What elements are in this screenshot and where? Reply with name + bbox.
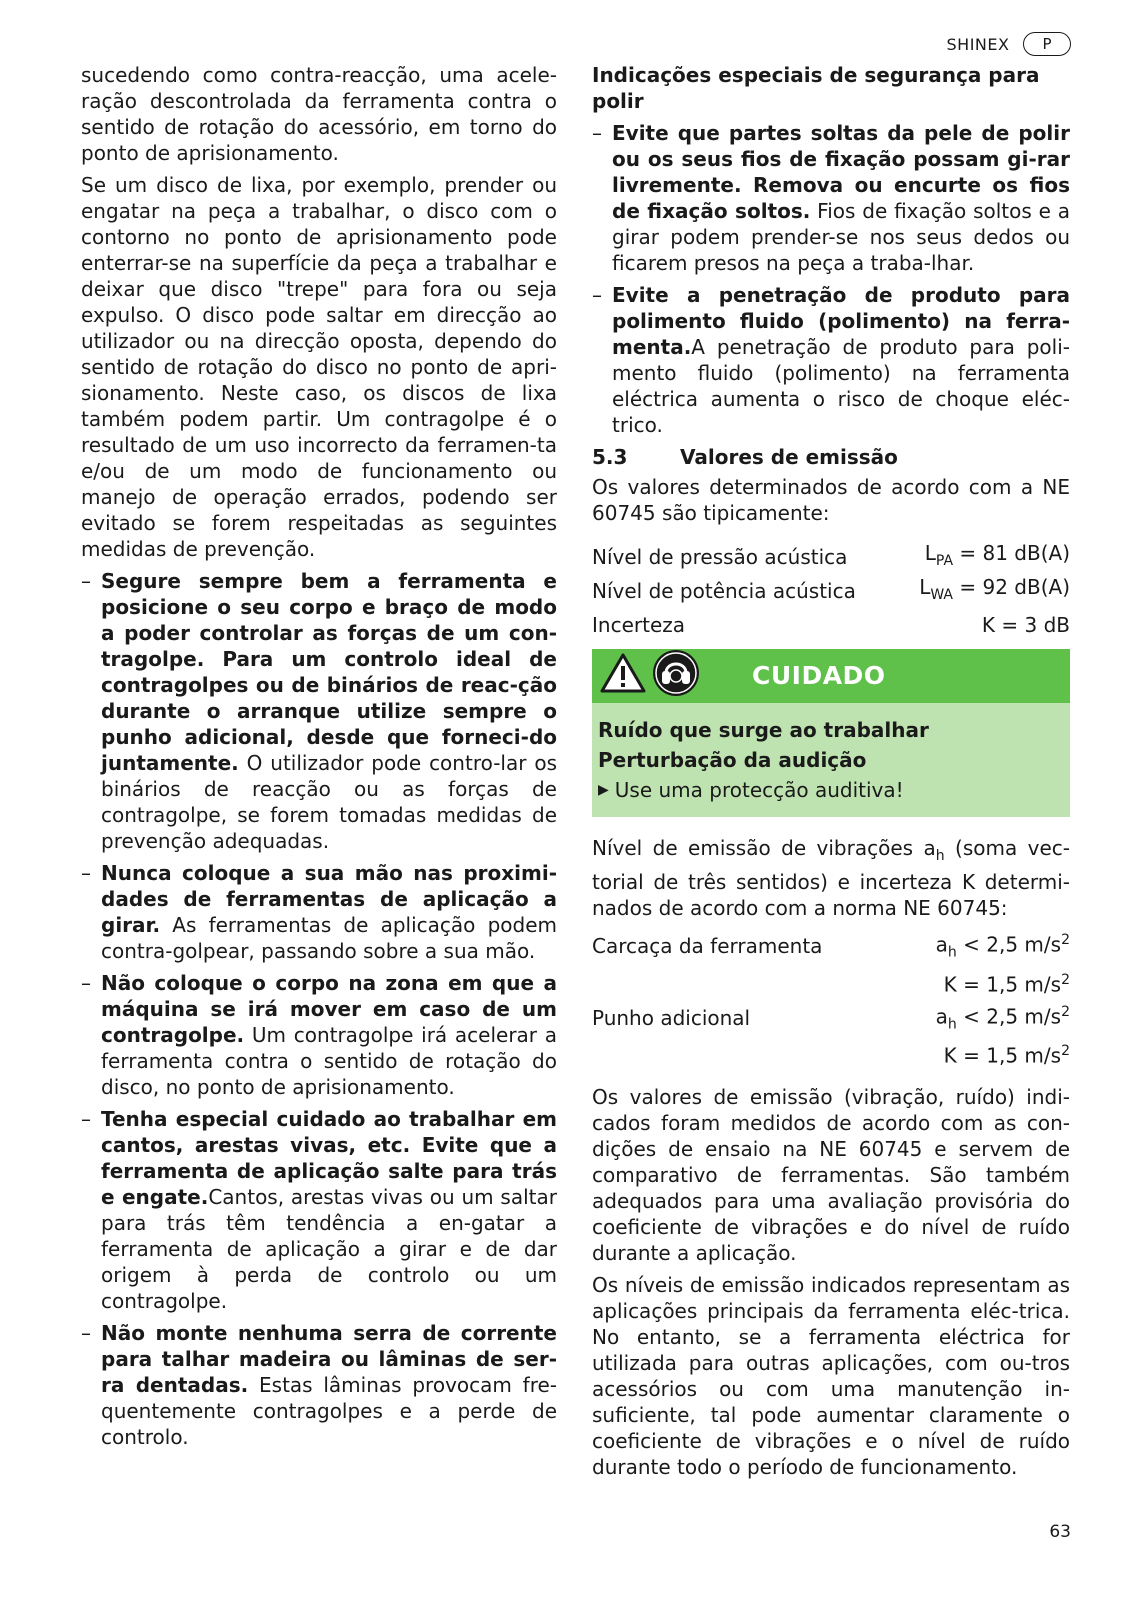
list-item bbox=[81, 970, 557, 1100]
paragraph: sucedendo como contra-reacção, uma acele-ração descontrolada da ferramenta contra o sentido de rotação do acessório, em torno do ponto de aprisionamento. bbox=[81, 63, 557, 165]
item-bold-text: Nunca coloque a sua mão nas proximi-dades de ferramentas de aplicação a girar. bbox=[101, 861, 557, 937]
warning-bullet bbox=[598, 775, 1064, 805]
value-cell: $a_h < 2,5$ $m/s^2$ bbox=[935, 932, 1070, 961]
paragraph: Os valores determinados de acordo com a NE 60745 são tipicamente: bbox=[592, 475, 1070, 525]
vibration-values-table bbox=[592, 927, 1070, 1070]
warning-body bbox=[592, 703, 1070, 817]
dash-bullet: – bbox=[81, 569, 91, 593]
item-bold-text: Evite a penetração de produto para polimento fluido (polimento) na ferra-menta. bbox=[612, 283, 1070, 359]
warning-box bbox=[592, 649, 1070, 817]
table-row bbox=[592, 999, 1070, 1038]
list-item bbox=[81, 860, 557, 964]
right-column bbox=[592, 62, 1070, 1486]
value-cell: K = 1,5 $m/s^2$ bbox=[943, 971, 1070, 997]
value-cell: $L_{PA} = 81$ dB(A) bbox=[924, 541, 1070, 569]
table-row bbox=[592, 574, 1070, 608]
list-item bbox=[81, 1106, 557, 1314]
value-label: Carcaça da ferramenta bbox=[592, 934, 823, 959]
item-text: Fios de fixação soltos e a girar podem prender-se nos seus dedos ou ficarem presos na peça a traba-lhar. bbox=[612, 199, 1071, 275]
warning-line: Ruído que surge ao trabalhar bbox=[598, 718, 929, 742]
hearing-protection-icon bbox=[652, 649, 700, 703]
table-row bbox=[592, 1037, 1070, 1070]
dash-bullet: – bbox=[592, 283, 602, 307]
item-bold-text: Não monte nenhuma serra de corrente para talhar madeira ou lâminas de ser-ra dentadas. bbox=[101, 1321, 557, 1397]
item-bold-text: Tenha especial cuidado ao trabalhar em cantos, arestas vivas, etc. Evite que a ferramenta de aplicação salte para trás e engate. bbox=[101, 1107, 557, 1209]
page-number: 63 bbox=[1049, 1522, 1071, 1542]
left-column bbox=[81, 62, 557, 1456]
list-item bbox=[592, 120, 1070, 276]
item-text: Um contragolpe irá acelerar a ferramenta contra o sentido de rotação do disco, no ponto de aprisionamento. bbox=[101, 1023, 557, 1099]
value-cell: $L_{WA} = 92$ dB(A) bbox=[919, 575, 1070, 603]
section-number: 5.3 bbox=[592, 445, 628, 469]
section-title-text: Valores de emissão bbox=[680, 445, 898, 469]
warning-line: Perturbação da audição bbox=[598, 748, 867, 772]
item-bold-text: Segure sempre bem a ferramenta e posicione o seu corpo e braço de modo a poder controlar as forças de um con-tragolpe. Para um controlo ideal de contragolpes ou de binários de reac-ção durante o arranque utilize sempre o punho adicional, desde que forneci-do juntamente. bbox=[101, 569, 557, 775]
value-cell: $a_h < 2,5$ $m/s^2$ bbox=[935, 1003, 1070, 1033]
paragraph: Nível de emissão de vibrações $a_h$ (soma vec-torial de três sentidos) e incerteza K determi-nados de acordo com a norma NE 60745: bbox=[592, 836, 1071, 920]
value-cell: K = 3 dB bbox=[981, 612, 1070, 637]
list-item bbox=[81, 568, 557, 854]
value-label: Nível de pressão acústica bbox=[592, 545, 848, 569]
dash-bullet: – bbox=[81, 861, 91, 885]
paragraph: Os níveis de emissão indicados representam as aplicações principais da ferramenta eléc-trica. No entanto, se a ferramenta eléctrica for utilizada para outras aplicações, com ou-tros acessórios ou com uma manutenção in-suficiente, tal pode aumentar claramente o coeficiente de vibrações e o nível de ruído durante todo o período de funcionamento. bbox=[592, 1273, 1070, 1480]
page-header bbox=[947, 32, 1072, 56]
dash-bullet: – bbox=[81, 971, 91, 995]
value-label: Nível de potência acústica bbox=[592, 579, 856, 603]
section-heading: Indicações especiais de segurança para polir bbox=[592, 63, 1040, 113]
item-text: Estas lâminas provocam fre-quentemente contragolpes e a perde de controlo. bbox=[101, 1373, 557, 1449]
dash-bullet: – bbox=[81, 1107, 91, 1131]
warning-title: CUIDADO bbox=[752, 661, 886, 690]
item-text: O utilizador pode contro-lar os binários de reacção ou as forças de contragolpe, se forem tomadas medidas de prevenção adequadas. bbox=[101, 751, 557, 853]
section-title bbox=[592, 444, 1070, 470]
brand-label: SHINEX bbox=[946, 34, 1010, 54]
warning-triangle-icon bbox=[600, 652, 646, 700]
item-bold-text: Evite que partes soltas da pele de polir ou os seus fios de fixação possam gi-rar livremente. Remova ou encurte os fios de fixação soltos. bbox=[612, 121, 1070, 223]
dash-bullet: – bbox=[81, 1321, 91, 1345]
dash-bullet: – bbox=[592, 121, 602, 145]
triangle-bullet-icon: ▶ bbox=[598, 782, 609, 798]
noise-values-table bbox=[592, 540, 1070, 641]
table-row bbox=[592, 540, 1070, 574]
item-text: Cantos, arestas vivas ou um saltar para trás têm tendência a en-gatar a ferramenta de aplicação a girar e de dar origem à perda de controlo ou um contragolpe. bbox=[101, 1185, 557, 1313]
value-label: Punho adicional bbox=[592, 1005, 751, 1030]
item-bold-text: Não coloque o corpo na zona em que a máquina se irá mover em caso de um contragolpe. bbox=[101, 971, 557, 1047]
list-item bbox=[81, 1320, 557, 1450]
table-row bbox=[592, 927, 1070, 966]
table-row bbox=[592, 608, 1070, 641]
language-badge: P bbox=[1023, 32, 1071, 56]
value-label: Incerteza bbox=[592, 612, 685, 637]
warning-header bbox=[592, 649, 1070, 703]
warning-bullet-text: Use uma protecção auditiva! bbox=[614, 778, 904, 802]
paragraph: Se um disco de lixa, por exemplo, prender ou engatar na peça a trabalhar, o disco com o contorno no ponto de aprisionamento pode enterrar-se na superfície da peça a trabalhar e deixar que disco "trepe" para fora ou seja expulso. O disco pode saltar em direcção ao utilizador ou na direcção oposta, dependo do sentido de rotação do disco no ponto de apri-sionamento. Neste caso, os discos de lixa também podem partir. Um contragolpe é o resultado de um uso incorrecto da ferramen-ta e/ou de um modo de funcionamento ou manejo de operação errados, podendo ser evitado se forem respeitadas as seguintes medidas de prevenção. bbox=[81, 173, 557, 561]
item-text: A penetração de produto para poli-mento fluido (polimento) na ferramenta eléctrica aumenta o risco de choque eléc-trico. bbox=[612, 335, 1070, 437]
value-cell: K = 1,5 $m/s^2$ bbox=[943, 1043, 1070, 1069]
paragraph: Os valores de emissão (vibração, ruído) indi-cados foram medidos de acordo com as con-dições de ensaio na NE 60745 e servem de comparativo de ferramentas. São também adequados para uma avaliação provisória do coeficiente de vibrações e do nível de ruído durante a aplicação. bbox=[592, 1085, 1070, 1266]
item-text: As ferramentas de aplicação podem contra-golpear, passando sobre a sua mão. bbox=[101, 913, 557, 963]
list-item bbox=[592, 282, 1070, 438]
table-row bbox=[592, 966, 1070, 999]
